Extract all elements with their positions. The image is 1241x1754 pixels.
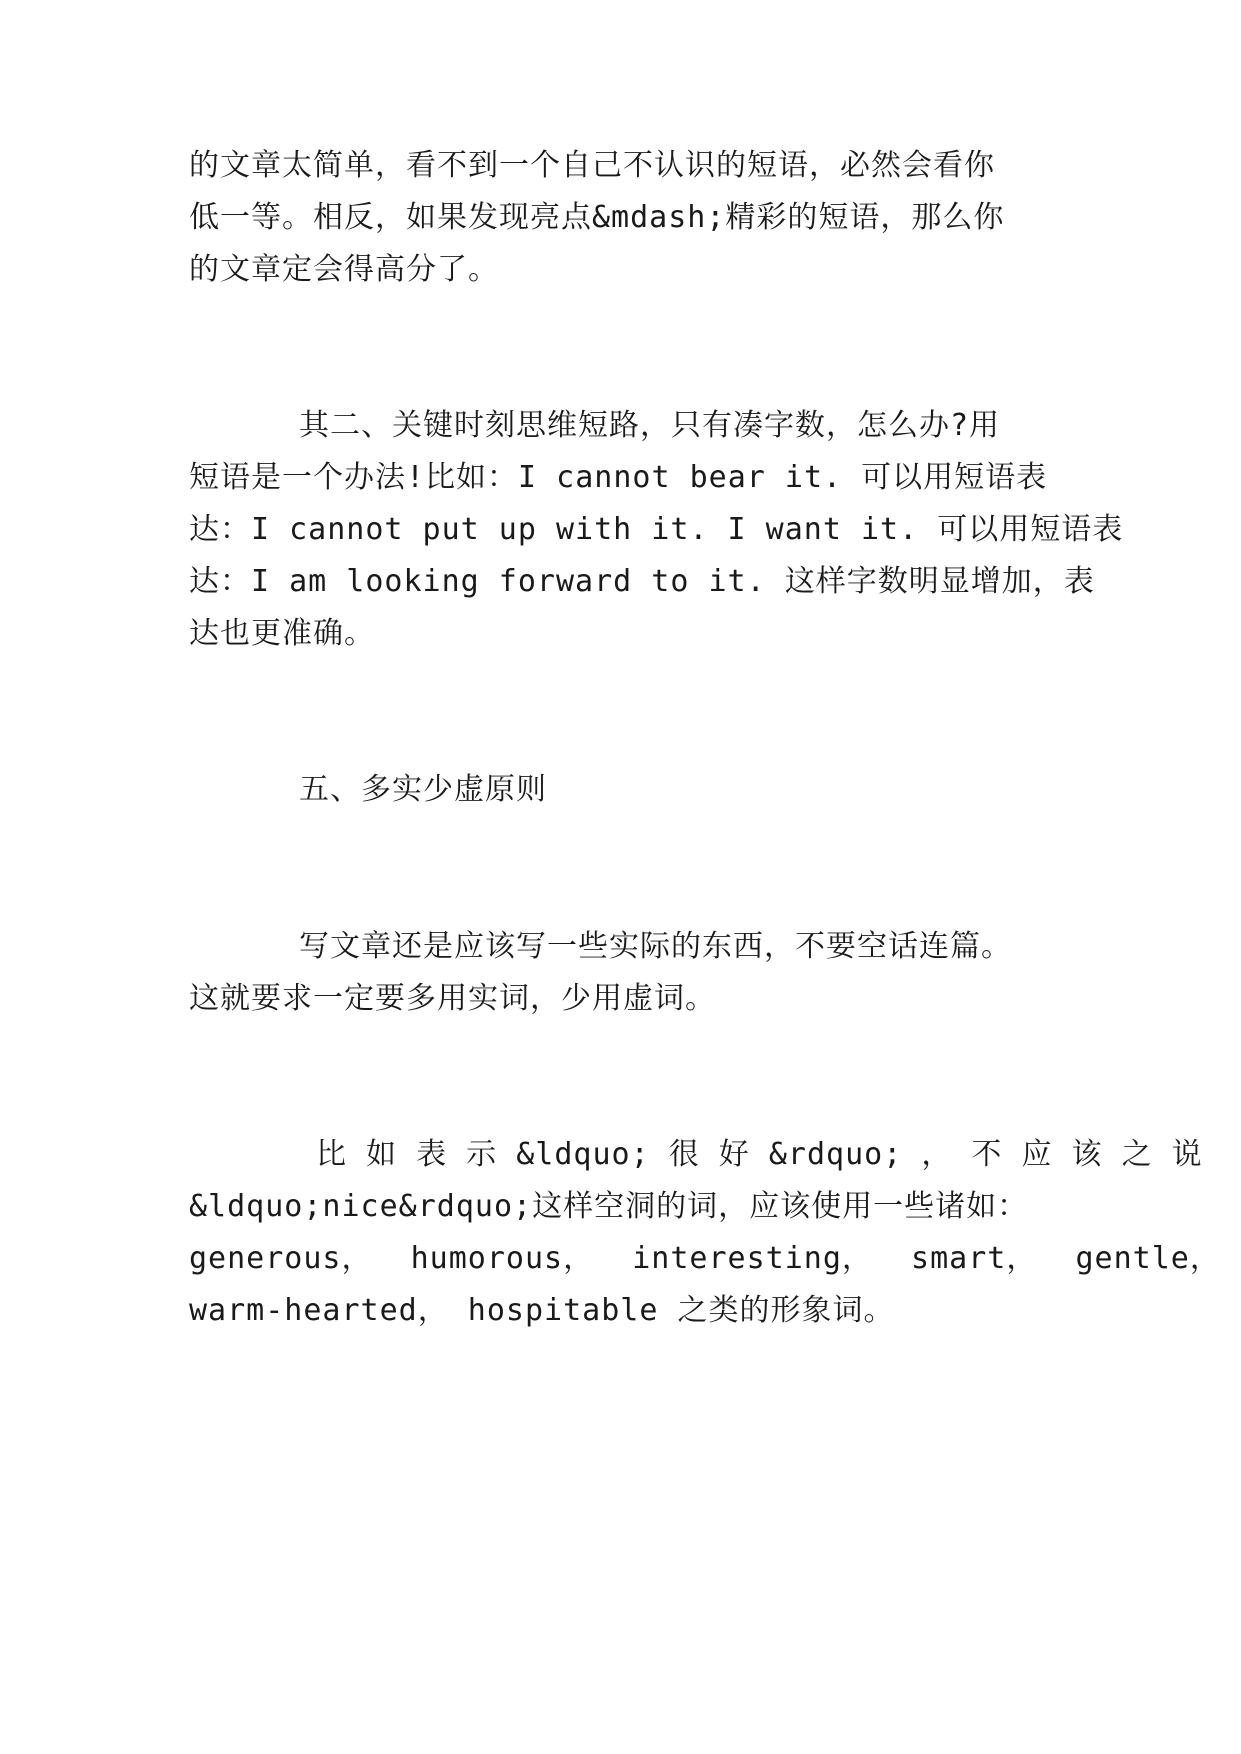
paragraph-4-line-4: warm-hearted， hospitable 之类的形象词。 bbox=[189, 1293, 895, 1328]
paragraph-2-line-3: 达：I cannot put up with it. I want it. 可以用短语表 bbox=[189, 512, 1124, 547]
paragraph-2-line-5: 达也更准确。 bbox=[189, 616, 375, 651]
paragraph-1-line-3: 的文章定会得高分了。 bbox=[189, 252, 499, 287]
paragraph-4-line-1: 比 如 表 示 &ldquo; 很 好 &rdquo; ， 不 应 该 之 说 bbox=[316, 1137, 1203, 1172]
paragraph-1-line-2: 低一等。相反，如果发现亮点&mdash;精彩的短语，那么你 bbox=[189, 200, 1005, 235]
paragraph-2-line-4: 达：I am looking forward to it. 这样字数明显增加，表 bbox=[189, 564, 1095, 599]
paragraph-4-line-3: generous， humorous， interesting， smart， gentle， bbox=[189, 1241, 1221, 1276]
section-heading: 五、多实少虚原则 bbox=[299, 772, 547, 807]
paragraph-2-line-1: 其二、关键时刻思维短路，只有凑字数，怎么办?用 bbox=[299, 408, 1001, 443]
paragraph-2-line-2: 短语是一个办法!比如：I cannot bear it. 可以用短语表 bbox=[189, 460, 1048, 495]
paragraph-3-line-2: 这就要求一定要多用实词，少用虚词。 bbox=[189, 981, 716, 1016]
paragraph-4-line-2: &ldquo;nice&rdquo;这样空洞的词，应该使用一些诸如： bbox=[189, 1189, 1029, 1224]
paragraph-1-line-1: 的文章太简单，看不到一个自己不认识的短语，必然会看你 bbox=[189, 148, 995, 183]
paragraph-3-line-1: 写文章还是应该写一些实际的东西，不要空话连篇。 bbox=[299, 929, 1012, 964]
